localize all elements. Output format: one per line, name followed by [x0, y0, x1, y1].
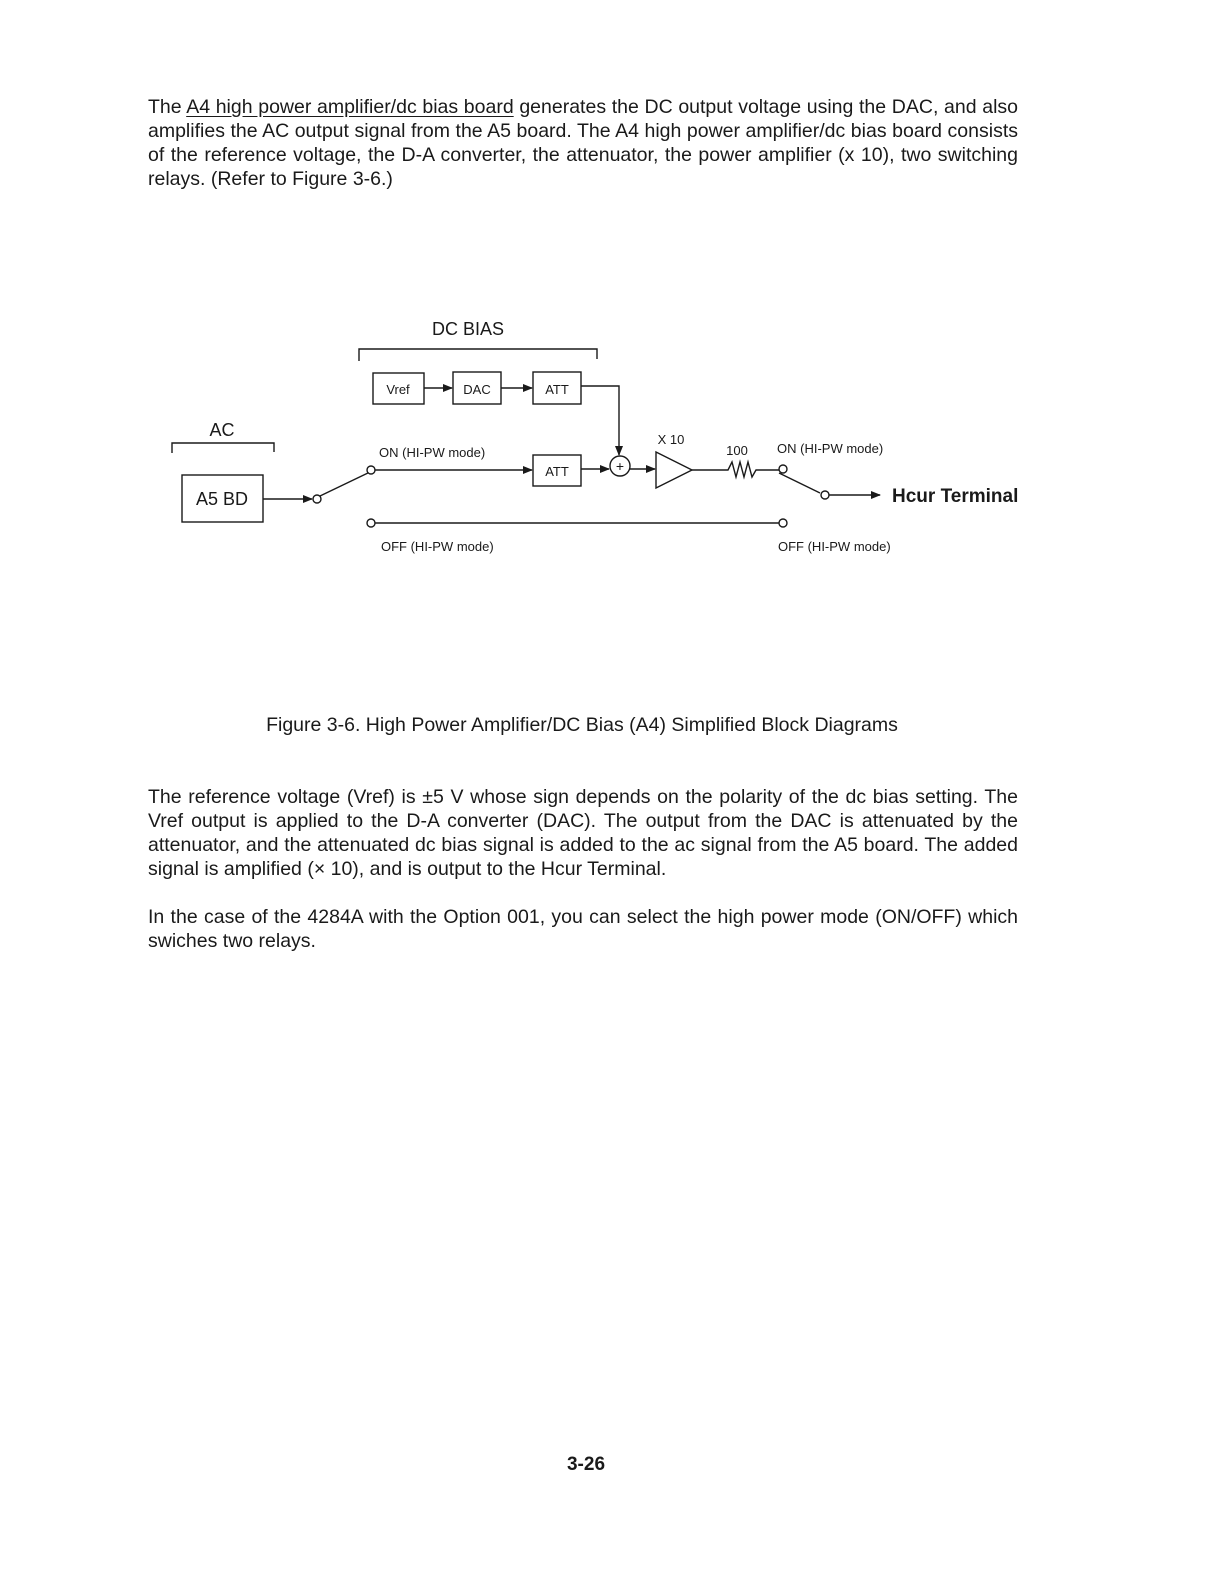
left-off-contact [367, 519, 375, 527]
off-label-right: OFF (HI-PW mode) [778, 539, 891, 554]
right-on-contact [779, 465, 787, 473]
left-switch-pivot [313, 495, 321, 503]
page-number: 3-26 [566, 1454, 606, 1475]
a5-label: A5 BD [195, 489, 249, 509]
amplifier-triangle [656, 452, 692, 488]
att-top-label: ATT [545, 382, 569, 397]
dc-bias-label: DC BIAS [431, 319, 505, 339]
resistor [724, 462, 760, 477]
figure-caption: Figure 3-6. High Power Amplifier/DC Bias (A4) Simplified Block Diagrams [266, 714, 898, 736]
resistor-label: 100 [726, 443, 748, 458]
ac-bracket [172, 443, 274, 453]
on-label-right: ON (HI-PW mode) [777, 441, 884, 456]
intro-rest: generates the DC output voltage using the DAC, and also amplifies the AC output signal from the A5 board. The A4 high power amplifier/dc bias board consists of the reference voltage, the D-A converter, the attenuator, the power amplifier (x 10), two switching relays. (Refer to Figure 3-6.) [148, 96, 1018, 190]
sum-symbol: + [615, 458, 625, 474]
board-name-term: A4 high power amplifier/dc bias board [186, 96, 514, 118]
reference-voltage-paragraph: The reference voltage (Vref) is ±5 V whose sign depends on the polarity of the dc bias setting. The Vref output is applied to the D-A converter (DAC). The output from the DAC is attenuated by the attenuator, and the attenuated dc bias signal is added to the ac signal from the A5 board. The added signal is amplified (× 10), and is output to the Hcur Terminal. [148, 786, 1018, 880]
intro-lead: The [148, 96, 187, 118]
att-to-sum-path [581, 386, 619, 455]
left-on-contact [367, 466, 375, 474]
gain-label: X 10 [657, 432, 685, 447]
left-switch-arm [320, 472, 370, 496]
option-paragraph: In the case of the 4284A with the Option 001, you can select the high power mode (ON/OFF) which swiches two relays. [148, 906, 1018, 952]
dc-bias-bracket [359, 349, 597, 361]
output-terminal-label: Hcur Terminal [892, 486, 1019, 507]
right-switch-pivot [821, 491, 829, 499]
right-switch-arm [779, 473, 820, 493]
on-label-left: ON (HI-PW mode) [379, 445, 486, 460]
vref-label: Vref [386, 382, 410, 397]
off-label-left: OFF (HI-PW mode) [381, 539, 494, 554]
right-off-contact [779, 519, 787, 527]
block-diagram [0, 0, 1224, 720]
dac-label: DAC [463, 382, 491, 397]
ac-label: AC [209, 420, 235, 440]
att-mid-label: ATT [545, 464, 569, 479]
